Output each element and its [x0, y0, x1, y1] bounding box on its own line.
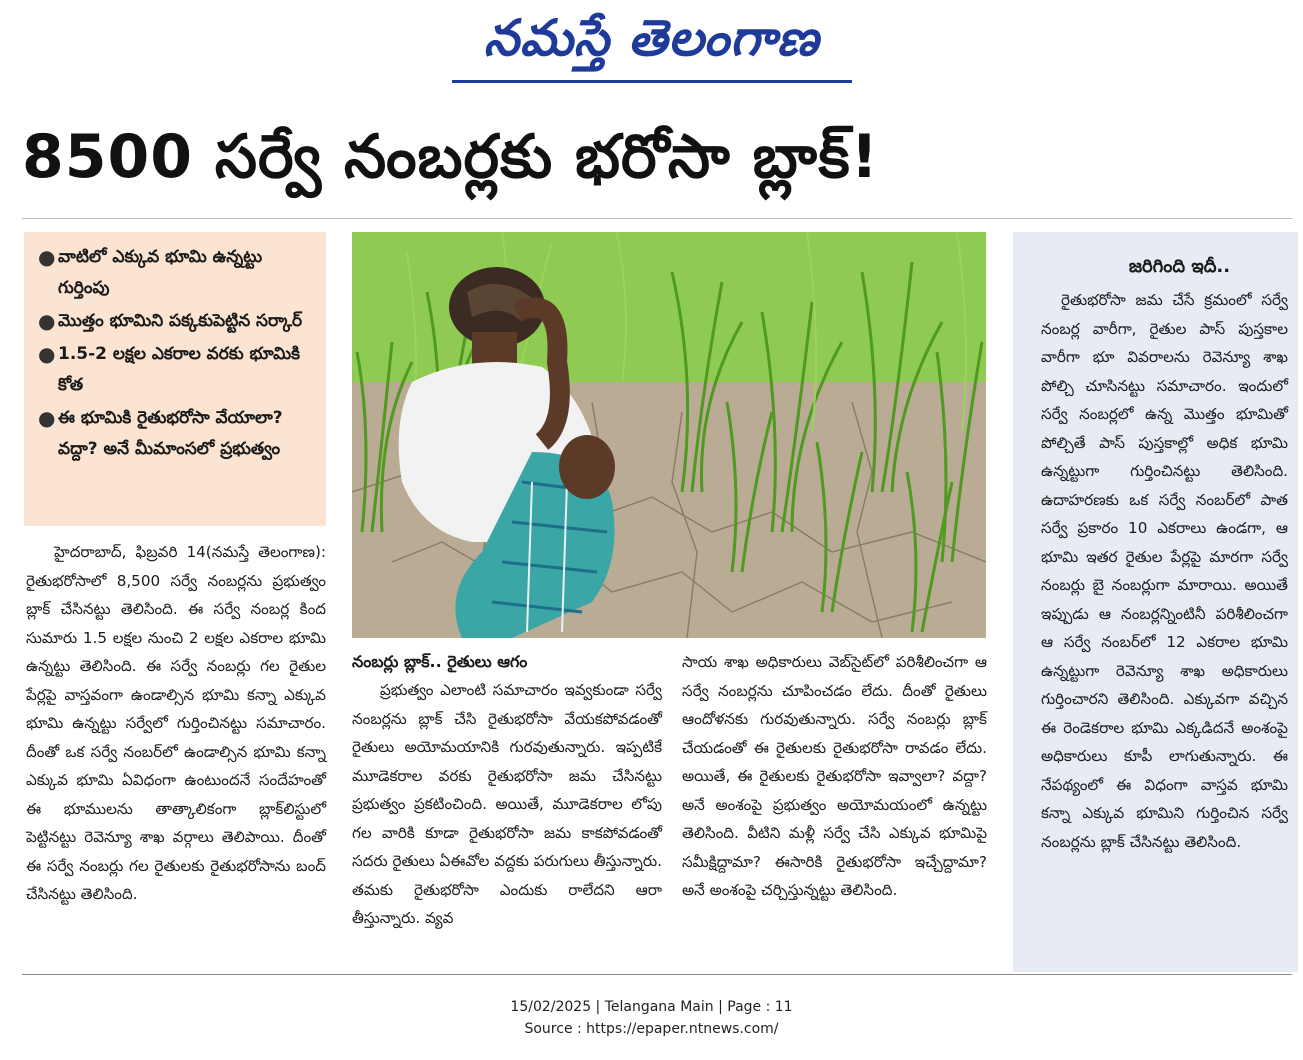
bullet-icon: ●: [38, 342, 56, 366]
sidebar-paragraph: రైతుభరోసా జమ చేసే క్రమంలో సర్వే నంబర్ల వారీగా, రైతుల పాస్ పుస్తకాల వారీగా భూ వివరాలను రెవెన్యూ శాఖ పోల్చి చూసినట్టు సమాచారం. ఇందులో సర్వే నంబర్లలో ఉన్న మొత్తం భూమితో పోల్చితే పాస్ పుస్తకాల్లో అధిక భూమి ఉన్నట్టుగా గుర్తించినట్టు తెలిసింది. ఉదాహరణకు ఒక సర్వే నంబర్‌లో పాత సర్వే ప్రకారం 10 ఎకరాలు ఉండగా, ఆ భూమి ఇతర రైతుల పేర్లపై మారగా సర్వే నంబర్లు బై నంబర్లుగా మారాయి. అయితే ఇప్పుడు ఆ నంబర్లన్నింటినీ పరిశీలించగా ఆ సర్వే నంబర్‌లో 12 ఎకరాల భూమి ఉన్నట్టుగా రెవెన్యూ శాఖ అధికారులు గుర్తించారని తెలిసింది. ఎక్కువగా వచ్చిన ఈ రెండెకరాల భూమి ఎక్కడిదనే అంశంపై అధికారులు కూపీ లాగుతున్నారు. ఈ నేపథ్యంలో ఈ విధంగా వాస్తవ భూమి కన్నా ఎక్కువ భూమిని గుర్తించిన సర్వే నంబర్లను బ్లాక్ చేసినట్టు తెలిసింది.: [1041, 291, 1288, 851]
highlight-item: [36, 306, 318, 337]
highlight-item: [36, 339, 318, 401]
article-paragraph: సాయ శాఖ అధికారులు వెబ్‌సైట్‌లో పరిశీలించగా ఆ సర్వే నంబర్లను చూపించడం లేదు. దీంతో రైతులు ఆందోళనకు గురవుతున్నారు. సర్వే నంబర్లు బ్లాక్ చేయడంతో ఈ రైతులకు రైతుభరోసా రావడం లేదు. అయితే, ఈ రైతులకు రైతుభరోసా ఇవ్వాలా? వద్దా? అనే అంశంపై ప్రభుత్వం అయోమయంలో ఉన్నట్టు తెలిసింది. వీటిని మళ్లీ సర్వే చేసి ఎక్కువ భూమిపై సమీక్షిద్దామా? ఈసారికి రైతుభరోసా ఇచ్చేద్దామా? అనే అంశంపై చర్చిస్తున్నట్టు తెలిసింది.: [682, 653, 987, 899]
article-column-3: [682, 648, 987, 905]
bullet-icon: ●: [38, 406, 56, 430]
footer-source-line: Source : https://epaper.ntnews.com/: [524, 1021, 779, 1037]
subheading: నంబర్లు బ్లాక్.. రైతులు ఆగం: [352, 652, 528, 671]
masthead-logo: [0, 8, 1303, 83]
masthead-title: నమస్తే తెలంగాణ: [483, 8, 820, 67]
bullet-icon: ●: [38, 245, 56, 269]
headline: 8500 సర్వే నంబర్లకు భరోసా బ్లాక్!: [22, 122, 880, 192]
highlight-item: [36, 242, 318, 304]
highlight-text: వాటిలో ఎక్కువ భూమి ఉన్నట్టు గుర్తింపు: [58, 247, 263, 298]
footer-date-line: 15/02/2025 | Telangana Main | Page : 11: [510, 999, 793, 1015]
article-column-1: [26, 538, 326, 909]
masthead-underline: [452, 80, 852, 83]
article-column-2: [352, 676, 662, 933]
sidebar-box: [1013, 232, 1298, 972]
article-bottom-divider: [22, 974, 1292, 975]
highlight-text: 1.5-2 లక్షల ఎకరాల వరకు భూమికి కోత: [58, 344, 300, 395]
headline-divider: [22, 218, 1292, 219]
highlight-text: ఈ భూమికి రైతుభరోసా వేయాలా? వద్దా? అనే మీమాంసలో ప్రభుత్వం: [58, 408, 283, 459]
bullet-icon: ●: [38, 309, 56, 333]
highlight-item: [36, 403, 318, 465]
article-paragraph: ప్రభుత్వం ఎలాంటి సమాచారం ఇవ్వకుండా సర్వే నంబర్లను బ్లాక్ చేసి రైతుభరోసా వేయకపోవడంతో రైతులు అయోమయానికి గురవుతున్నారు. ఇప్పటికే మూడెకరాల వరకు రైతుభరోసా జమ చేసినట్టు ప్రభుత్వం ప్రకటించింది. అయితే, మూడెకరాల లోపు గల వారికి కూడా రైతుభరోసా జమ కాకపోవడంతో సదరు రైతులు ఏఈవోల వద్దకు పరుగులు తీస్తున్నారు. తమకు రైతుభరోసా ఎందుకు రాలేదని ఆరా తీస్తున్నారు. వ్యవ: [352, 681, 662, 927]
sidebar-title: జరిగింది ఇదీ..: [1128, 256, 1231, 277]
highlight-text: మొత్తం భూమిని పక్కకుపెట్టిన సర్కార్: [58, 311, 303, 331]
article-paragraph: హైదరాబాద్, ఫిబ్రవరి 14(నమస్తే తెలంగాణ): రైతుభరోసాలో 8,500 సర్వే నంబర్లను ప్రభుత్వం బ్లాక్ చేసినట్టు తెలిసింది. ఈ సర్వే నంబర్ల కింద సుమారు 1.5 లక్షల నుంచి 2 లక్షల ఎకరాల భూమి ఉన్నట్టు తెలిసింది. ఈ సర్వే నంబర్లు గల రైతుల పేర్లపై వాస్తవంగా ఉండాల్సిన భూమి కన్నా ఎక్కువ భూమి ఉన్నట్టు సర్వేలో గుర్తించినట్టు సమాచారం. దీంతో ఒక సర్వే నంబర్‌లో ఉండాల్సిన భూమి కన్నా ఎక్కువ భూమి ఏవిధంగా ఉంటుందనే సందేహంతో ఈ భూములను తాత్కాలికంగా బ్లాక్‌లిస్టులో పెట్టినట్టు రెవెన్యూ శాఖ వర్గాలు తెలిపాయి. దీంతో ఈ సర్వే నంబర్లు గల రైతులకు రైతుభరోసాను బంద్ చేసినట్టు తెలిసింది.: [26, 543, 326, 903]
farmer-in-dry-paddy-field-photo: [352, 232, 986, 638]
highlights-box: [24, 232, 326, 526]
